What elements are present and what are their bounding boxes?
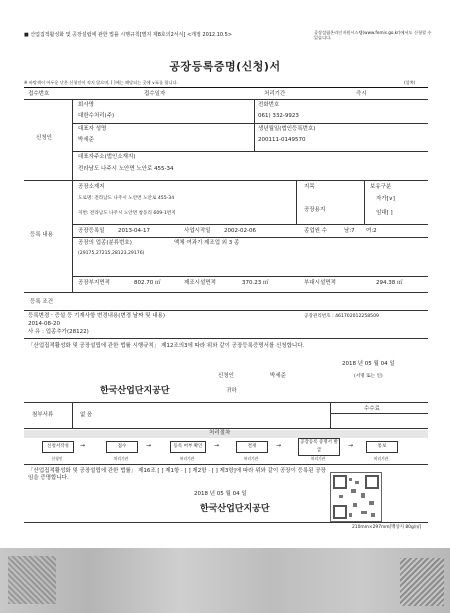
rule xyxy=(72,151,428,152)
applicant-role: 신청인 xyxy=(218,373,234,379)
rule xyxy=(296,180,297,224)
staff-male: 남:7 xyxy=(344,228,355,234)
fee-label: 수수료 xyxy=(364,406,380,412)
op-start: 2002-02-06 xyxy=(224,228,256,234)
instructions: ※ 바탕색이 어두운 난은 신청인이 적지 않으며, [ ]에는 해당되는 곳에 ∨표를 합니다. xyxy=(24,80,178,85)
rule xyxy=(24,180,428,181)
flow-actor-6: 처리기관 xyxy=(373,456,389,461)
certificate-document xyxy=(14,10,436,550)
staff-female: 여:2 xyxy=(366,228,377,234)
industry: 액체 여과기 제조업 외 3 종 xyxy=(174,240,240,246)
lot-addr: 지번: 전라남도 나주시 노안면 창동리 609-1번지 xyxy=(78,211,176,216)
rule xyxy=(72,99,73,180)
aux-area: 294.38 ㎡ xyxy=(376,280,403,286)
rule xyxy=(24,522,428,523)
page-title: 공장등록증명(신청)서 xyxy=(169,60,281,73)
addr-label: 대표자주소(법인소재지) xyxy=(78,154,136,160)
changes-date: 2014-08-20 xyxy=(28,321,60,327)
flow-actor-4: 처리기관 xyxy=(243,456,259,461)
rep-label: 대표자 성명 xyxy=(78,126,107,132)
arrow-icon: → xyxy=(276,442,282,449)
industry-label: 공장의 업종(분류번호) xyxy=(78,240,132,246)
rule xyxy=(254,99,255,151)
rule xyxy=(24,310,428,311)
mfg-area-label: 제조시설면적 xyxy=(184,280,216,286)
rep-value: 박세준 xyxy=(78,137,94,143)
reg-date-label: 공장등록일 xyxy=(78,228,105,234)
flow-step-2: 접수 xyxy=(106,441,138,453)
arrow-icon: → xyxy=(146,442,152,449)
changes-reason: 사 유 : 업종추가(28122) xyxy=(28,329,89,335)
applicant-name: 박세준 xyxy=(270,373,286,379)
applicant-section: 신청인 xyxy=(36,135,52,141)
receipt-no-label: 접수번호 xyxy=(28,91,50,97)
qr-code-icon xyxy=(330,472,382,522)
zone-label: 공장용지 xyxy=(304,207,326,213)
scan-noise-strip xyxy=(0,548,450,613)
birth-value: 200111-0149570 xyxy=(258,137,306,143)
mfg-area: 370.23 ㎡ xyxy=(242,280,269,286)
own-label: 보유구분 xyxy=(370,184,392,190)
rule xyxy=(24,99,428,100)
cert-statement: 「산업집적활성화 및 공장설립에 관한 법률」 제16조 [ ] 제1항 · [ ] 제2항 · [ ] 제3항]에 따라 위와 같이 공장이 등록된 공장임을 증명합니다. xyxy=(28,468,326,481)
factory-addr-label: 공장소재지 xyxy=(78,184,105,190)
rule xyxy=(330,402,331,428)
rule xyxy=(72,224,428,225)
phone-value: 061) 332-9923 xyxy=(258,113,299,119)
own-rent: 임대[ ] xyxy=(376,210,393,216)
attach-label: 첨부서류 xyxy=(32,412,54,418)
cert-date: 2018 년 05 월 04 일 xyxy=(194,491,247,497)
registration-section: 등록 내용 xyxy=(30,232,54,238)
company-value: 대한수처리(주) xyxy=(78,113,115,119)
paper-spec: 210mm×297mm[백상지 80g/㎡] xyxy=(352,525,422,530)
own-self: 자가[∨] xyxy=(376,196,395,202)
rule xyxy=(330,413,428,414)
rule xyxy=(72,237,428,238)
rule xyxy=(72,276,428,277)
cert-org: 한국산업단지공단 xyxy=(200,504,270,514)
birth-label: 생년월일(법인등록번호) xyxy=(258,126,316,132)
rule xyxy=(72,402,73,428)
flow-actor-5: 처리기관 xyxy=(310,456,326,461)
rule xyxy=(24,428,428,429)
conditions-label: 등록 조건 xyxy=(30,299,54,305)
company-label: 회사명 xyxy=(78,102,94,108)
rule-top xyxy=(24,87,428,88)
flow-actor-1: 신청인 xyxy=(51,456,63,461)
reg-date: 2013-04-17 xyxy=(118,228,150,234)
statement: 「산업집적활성화 및 공장설립에 관한 법률 시행규칙」 제12조의3에 따라 위와 같이 공장등록증명서를 신청합니다. xyxy=(28,343,305,349)
site-area-label: 공장부지면적 xyxy=(78,280,110,286)
attach-value: 없 음 xyxy=(80,412,93,418)
site-note: 공장설립온라인지원시스템(www.femis.go.kr)에서도 신청할 수 있습니다. xyxy=(314,30,432,40)
org-name: 한국산업단지공단 xyxy=(100,386,170,396)
receipt-date-label: 접수일자 xyxy=(144,91,166,97)
staff-label: 종업원 수 xyxy=(304,228,328,234)
industry-codes: (29175,27215,28123,29176) xyxy=(78,251,145,256)
jimok-label: 지목 xyxy=(304,184,315,190)
scan-noise-patch xyxy=(400,558,444,606)
rule xyxy=(24,402,428,403)
period-label: 처리기간 xyxy=(264,91,286,97)
changes-label: 등록변경ㆍ증설 등 기재사항 변경내용(변경 날짜 및 내용) xyxy=(28,313,165,319)
op-start-label: 사업시작일 xyxy=(184,228,211,234)
aux-area-label: 부대시설면적 xyxy=(304,280,336,286)
arrow-icon: → xyxy=(80,442,86,449)
flow-step-6: 통보 xyxy=(366,441,398,453)
rule xyxy=(24,292,428,293)
flow-actor-2: 처리기관 xyxy=(113,456,129,461)
addr-value: 전라남도 나주시 노안면 노안로 455-34 xyxy=(78,166,174,172)
regulation-header: ■ 산업집적활성화 및 공장설립에 관한 법률 시행규칙[별지 제8호의2서식] <개정 2012.10.5> xyxy=(24,32,233,38)
arrow-icon: → xyxy=(214,442,220,449)
rule xyxy=(364,180,365,224)
rule xyxy=(24,338,428,339)
flow-step-4: 결재 xyxy=(236,441,268,453)
flow-step-1: 신청서작성 xyxy=(42,441,74,453)
seal-mark: (서명 또는 인) xyxy=(354,374,383,379)
honorific: 귀하 xyxy=(226,388,237,394)
flow-actor-3: 처리기관 xyxy=(179,456,195,461)
site-area: 802.70 ㎡ xyxy=(134,280,161,286)
road-addr: 도로명: 전라남도 나주시 노안면 노안로 455-34 xyxy=(78,196,175,201)
mgmt-number: 공장관리번호 : 461702012258509 xyxy=(304,314,379,319)
flow-title: 처리절차 xyxy=(209,430,231,436)
phone-label: 전화번호 xyxy=(258,102,280,108)
arrow-icon: → xyxy=(348,442,354,449)
sign-date: 2018 년 05 월 04 일 xyxy=(342,361,395,367)
flow-step-3: 등록 여부 확인 xyxy=(170,441,206,453)
page-side: (앞쪽) xyxy=(404,80,416,85)
rule xyxy=(24,464,428,465)
flow-step-5: 공장등록 증명서 발급 xyxy=(298,438,340,456)
rule xyxy=(72,123,428,124)
period-value: 즉시 xyxy=(356,91,367,97)
scan-noise-patch xyxy=(8,556,56,604)
